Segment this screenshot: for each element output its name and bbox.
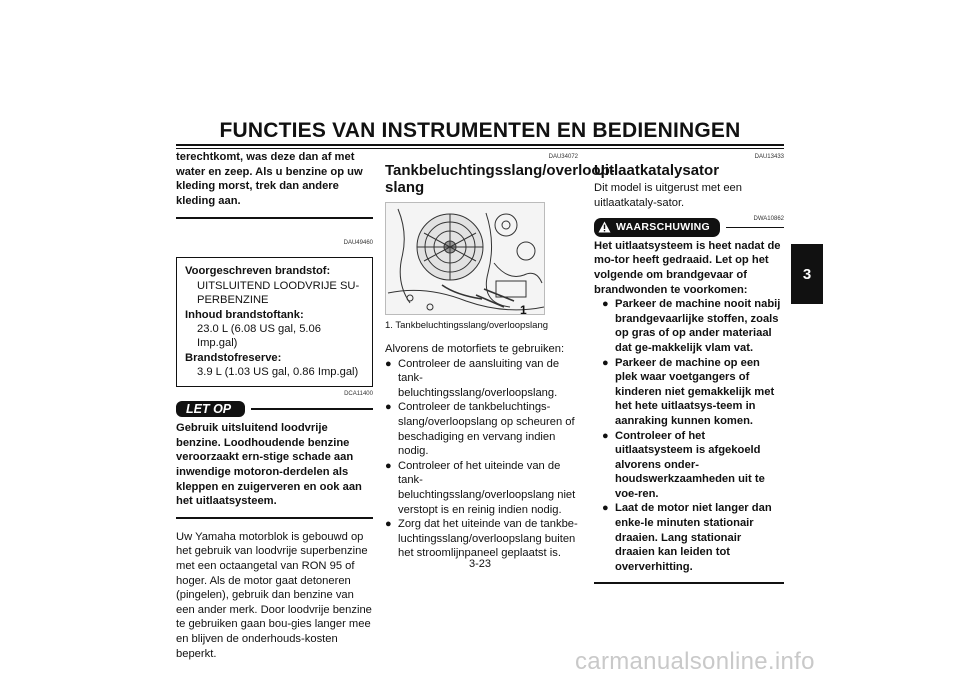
- engine-figure: [385, 202, 545, 315]
- overflow-checklist: [385, 357, 578, 561]
- caution-badge: LET OP: [176, 401, 245, 418]
- warning-badge: [594, 218, 720, 237]
- section-title-overflow-hose: Tankbeluchtingsslang/overloop-slang: [385, 162, 615, 196]
- section-title-catalyst: Uitlaatkatalysator: [594, 162, 720, 179]
- section-code: DAU34072: [548, 154, 578, 160]
- spec-tank-value: 23.0 L (6.08 US gal, 5.06 Imp.gal): [197, 323, 321, 350]
- caution-end-rule: [176, 517, 373, 519]
- chapter-tab[interactable]: 3: [791, 244, 823, 304]
- catalyst-intro: Dit model is uitgerust met een uitlaatkataly-sator.: [594, 182, 742, 209]
- list-item: ● Controleer of het uiteinde van de tank-beluchtingsslang/overloopslang niet verstopt is en reinig indien nodig.: [385, 459, 578, 517]
- warning-end-rule: [176, 217, 373, 219]
- page-header-title: FUNCTIES VAN INSTRUMENTEN EN BEDIENINGEN: [219, 119, 741, 142]
- warning-end-rule: [594, 582, 784, 584]
- watermark-text: carmanualsonline.info: [575, 648, 815, 675]
- fuel-spec-box: [176, 257, 373, 386]
- fuel-body-text: Uw Yamaha motorblok is gebouwd op het gebruik van loodvrije superbenzine met een octaangetal van RON 95 of hoger. Als de motor gaat detoneren (pingelen), gebruik dan benzine van een ander merk. Door loodvrije benzine te gebruiken gaan bou-gies langer mee en blijven de onderhouds-kosten beperkt.: [176, 530, 372, 660]
- fuel-warning-continued: terechtkomt, was deze dan af met water en zeep. Als u benzine op uw kleding morst, trek dan andere kleding aan.: [176, 151, 363, 207]
- list-item: ● Laat de motor niet langer dan enke-le minuten stationair draaien. Lang stationair draaien kan leiden tot oververhitting.: [602, 501, 784, 574]
- column-middle: [385, 150, 615, 561]
- warning-code: DWA10862: [753, 215, 784, 222]
- page-number: 3-23: [468, 558, 492, 570]
- overflow-intro: Alvorens de motorfiets te gebruiken:: [385, 343, 565, 355]
- caution-code: DCA11400: [344, 390, 373, 397]
- figure-caption: 1. Tankbeluchtingsslang/overloopslang: [385, 320, 549, 331]
- spec-fuel-value: UITSLUITEND LOODVRIJE SU-PERBENZINE: [197, 279, 360, 307]
- list-item: ● Controleer of het uitlaatsysteem is afgekoeld alvorens onder-houdswerkzaamheden uit te voe-ren.: [602, 429, 784, 502]
- list-item: ● Controleer de aansluiting van de tank-beluchtingsslang/overloopslang.: [385, 357, 578, 401]
- header-rule-thin: [176, 148, 784, 149]
- engine-illustration: [386, 203, 545, 315]
- section-code: DAU13433: [754, 154, 784, 160]
- spec-fuel-label: Voorgeschreven brandstof:: [185, 265, 331, 278]
- figure-callout-1: 1: [520, 303, 527, 315]
- list-item: ● Controleer de tankbeluchtings-slang/overloopslang op scheuren of beschadiging en vervang indien nodig.: [385, 400, 578, 458]
- warning-header-rule: [726, 227, 784, 229]
- column-left: [176, 150, 373, 661]
- column-right: [594, 150, 784, 584]
- catalyst-warning-list: [594, 297, 784, 574]
- list-item: ● Parkeer de machine nooit nabij brandgevaarlijke stoffen, zoals op gras of op ander materiaal dat ge-makkelijk vlam vat.: [602, 297, 784, 355]
- spec-reserve-label: Brandstofreserve:: [185, 351, 282, 364]
- header-rule: [176, 144, 784, 146]
- caution-header: [176, 401, 373, 418]
- warning-triangle-icon: [598, 221, 611, 233]
- caution-text: Gebruik uitsluitend loodvrije benzine. Loodhoudende benzine veroorzaakt ern-stige schade aan inwendige motoron-derdelen als kleppen en zuigerveren en ook aan het uitlaatsysteem.: [176, 422, 362, 508]
- spec-reserve-value: 3.9 L (1.03 US gal, 0.86 Imp.gal): [197, 366, 359, 379]
- warning-text: Het uitlaatsysteem is heet nadat de mo-tor heeft gedraaid. Let op het volgende om brandgevaar of brandwonden te voorkomen:: [594, 239, 781, 296]
- spec-tank-label: Inhoud brandstoftank:: [185, 308, 304, 321]
- spec-code: DAU49460: [343, 240, 373, 247]
- list-item: ● Zorg dat het uiteinde van de tankbe-luchtingsslang/overloopslang buiten het stroomlijnpaneel geplaatst is.: [385, 517, 578, 561]
- list-item: ● Parkeer de machine op een plek waar voetgangers of kinderen niet gemakkelijk met het hete uitlaatsys-teem in aanraking kunnen komen.: [602, 356, 784, 429]
- caution-header-rule: [251, 408, 373, 410]
- warning-label: WAARSCHUWING: [616, 221, 711, 234]
